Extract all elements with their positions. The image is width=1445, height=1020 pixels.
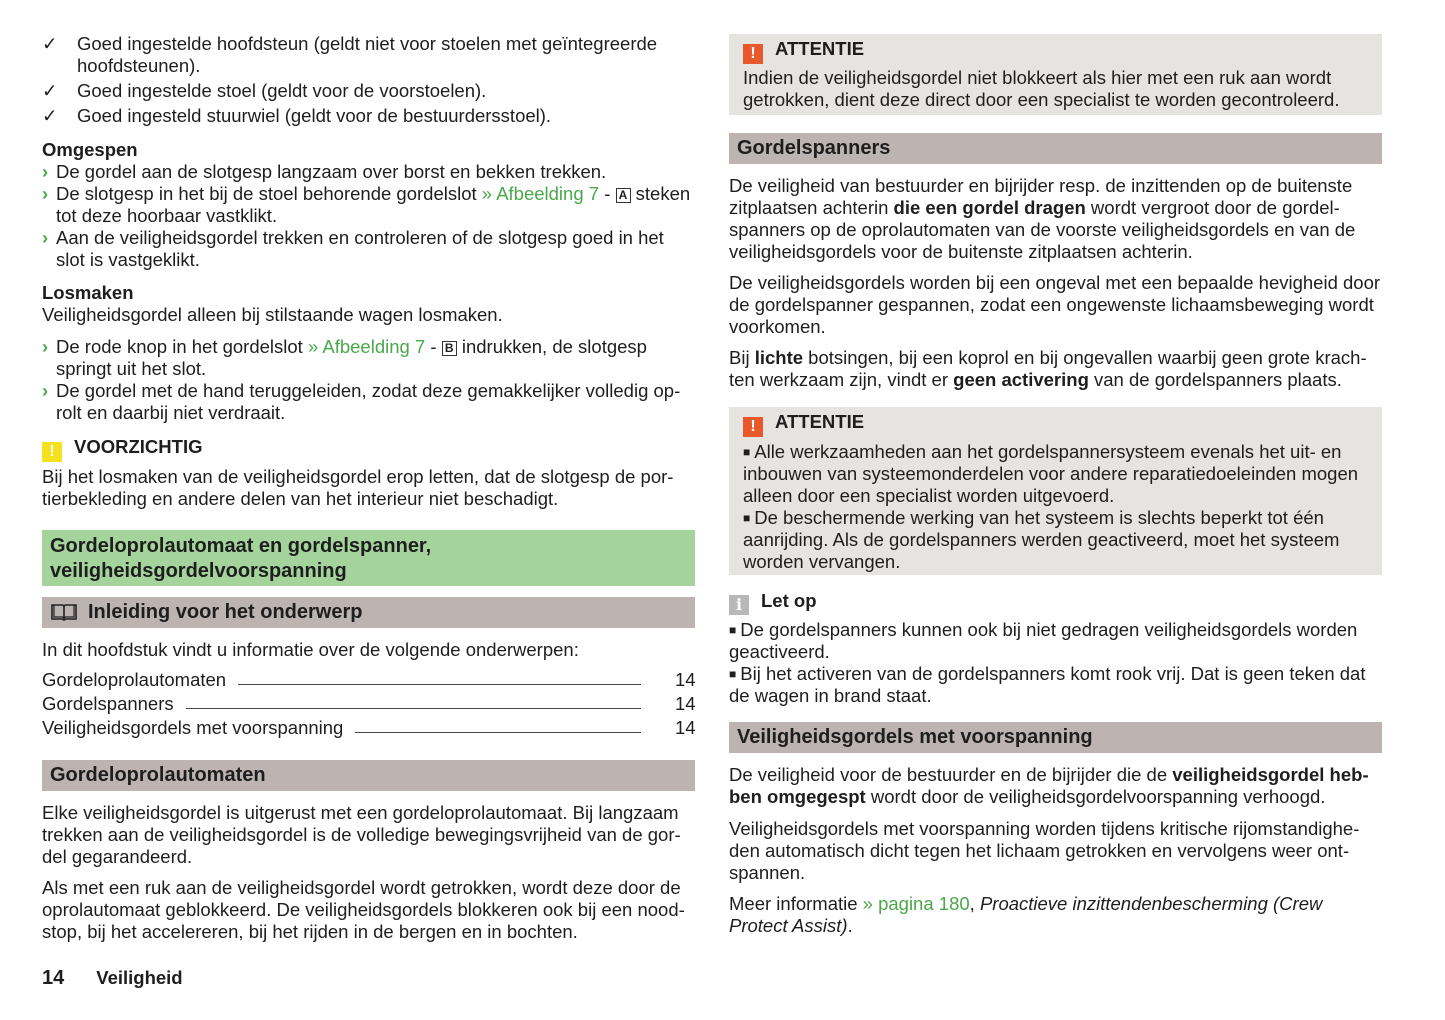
paragraph: De veiligheid van bestuurder en bijrijder resp. de inzittenden op de buitenste zitplaatsen achterin die een gordel dragen wordt vergroot door de gordelspanners op de oprolautomaten van de voorste veiligheidsgordels en van de veiligheidsgordels voor de buitenste zitplaatsen achterin. (729, 175, 1356, 262)
bullet-icon: › (42, 336, 49, 357)
page-link[interactable]: » pagina 180 (862, 893, 970, 914)
note-notice (729, 590, 1382, 707)
warning-text: Indien de veiligheidsgordel niet blokkeert als hier met een ruk aan wordt getrokken, dient deze direct door een specialist te worden gecontroleerd. (743, 67, 1340, 110)
warning-item: ■ De beschermende werking van het systeem is slechts beperkt tot één aanrijding. Als de gordelspanners werden geactiveerd, moet het systeem worden vervangen. (743, 507, 1340, 572)
page-number: 14 (42, 967, 65, 989)
caution-icon: ! (42, 442, 62, 462)
check-icon: ✓ (42, 33, 58, 54)
intro-text: In dit hoofdstuk vindt u informatie over de volgende onderwerpen: (42, 639, 579, 660)
toc-entry[interactable]: Gordeloprolautomaten 14 (42, 669, 696, 690)
info-icon: i (729, 595, 749, 615)
losmaken-text: Veiligheidsgordel alleen bij stilstaande wagen losmaken. (42, 304, 503, 325)
gordeloprolautomaten-header: Gordeloprolautomaten (42, 760, 695, 791)
step: › De gordel met de hand teruggeleiden, zodat deze gemakkelijker volledig oprolt en daarbij niet verdraait. (42, 380, 681, 423)
caution-notice (42, 436, 695, 510)
page-footer (42, 967, 183, 989)
note-item: ■ Bij het activeren van de gordelspanners komt rook vrij. Dat is geen teken dat de wagen in brand staat. (729, 663, 1366, 706)
checklist-item: ✓ Goed ingestelde hoofdsteun (geldt niet voor stoelen met geïntegreerde hoofdsteunen). (42, 33, 658, 76)
paragraph: Meer informatie » pagina 180, Proactieve inzittendenbescherming (Crew Protect Assist). (729, 893, 1323, 936)
intro-header: Inleiding voor het onderwerp (42, 597, 695, 628)
check-icon: ✓ (42, 105, 58, 126)
check-icon: ✓ (42, 80, 58, 101)
attentie-notice (729, 34, 1382, 115)
paragraph: Veiligheidsgordels met voorspanning worden tijdens kritische rijomstandigheden automatisch dicht tegen het lichaam getrokken en vervolgens weer ontspannen. (729, 818, 1360, 883)
attentie-notice (729, 407, 1382, 575)
losmaken-section (42, 282, 695, 424)
step: › De rode knop in het gordelslot » Afbeelding 7 - B indrukken, de slotgesp springt uit het slot. (42, 336, 647, 379)
figure-link[interactable]: » Afbeelding 7 (307, 336, 426, 357)
note-title: Let op (761, 590, 817, 611)
losmaken-heading: Losmaken (42, 282, 134, 303)
paragraph: Elke veiligheidsgordel is uitgerust met een gordeloprolautomaat. Bij langzaam trekken aan de veiligheidsgordel is de volledige bewegingsvrijheid van de gordel gegarandeerd. (42, 802, 681, 867)
checklist-item: ✓ Goed ingesteld stuurwiel (geldt voor de bestuurdersstoel). (42, 105, 552, 126)
omgespen-heading: Omgespen (42, 139, 138, 160)
footer-section: Veiligheid (96, 967, 183, 988)
chapter-heading (42, 530, 695, 586)
step: › Aan de veiligheidsgordel trekken en controleren of de slotgesp goed in het slot is vastgeklikt. (42, 227, 664, 270)
toc (42, 667, 695, 739)
figure-key: A (616, 188, 631, 203)
caution-text: Bij het losmaken van de veiligheidsgordel erop letten, dat de slotgesp de portierbekleding en andere delen van het interieur niet beschadigt. (42, 466, 674, 509)
toc-entry[interactable]: Veiligheidsgordels met voorspanning 14 (42, 717, 696, 738)
figure-link[interactable]: » Afbeelding 7 (481, 183, 600, 204)
bullet-icon: › (42, 183, 49, 204)
note-item: ■ De gordelspanners kunnen ook bij niet gedragen veiligheidsgordels worden geactiveerd. (729, 619, 1358, 662)
bullet-icon: › (42, 380, 49, 401)
checklist (42, 33, 695, 127)
bullet-icon: › (42, 161, 49, 182)
warning-title: ATTENTIE (775, 38, 865, 59)
warning-icon: ! (743, 417, 763, 437)
paragraph: Als met een ruk aan de veiligheidsgordel wordt getrokken, wordt deze door de oprolautomaat geblokkeerd. De veiligheidsgordels blokkeren ook bij een noodstop, bij het accelereren, bij het rijden in de bergen en in bochten. (42, 877, 685, 942)
warning-icon: ! (743, 44, 763, 64)
warning-title: ATTENTIE (775, 411, 865, 432)
paragraph: De veiligheidsgordels worden bij een ongeval met een bepaalde hevigheid door de gordelspanner gespannen, zodat een ongewenste lichaamsbeweging wordt voorkomen. (729, 272, 1381, 337)
gordelspanners-header: Gordelspanners (729, 133, 1382, 164)
voorspanning-header: Veiligheidsgordels met voorspanning (729, 722, 1382, 753)
chapter-title-line: Gordeloprolautomaat en gordelspanner, (50, 535, 432, 557)
warning-item: ■ Alle werkzaamheden aan het gordelspannersysteem evenals het uit- en inbouwen van systeemonderdelen voor andere reparatiedoeleinden mogen alleen door een specialist worden uitgevoerd. (743, 441, 1359, 506)
omgespen-section (42, 139, 695, 271)
paragraph: De veiligheid voor de bestuurder en de bijrijder die de veiligheidsgordel hebben omgegespt wordt door de veiligheidsgordelvoorspanning verhoogd. (729, 764, 1369, 807)
chapter-title-line: veiligheidsgordelvoorspanning (50, 560, 347, 582)
checklist-item: ✓ Goed ingestelde stoel (geldt voor de voorstoelen). (42, 80, 487, 101)
caution-title: VOORZICHTIG (74, 436, 203, 457)
toc-entry[interactable]: Gordelspanners 14 (42, 693, 696, 714)
paragraph: Bij lichte botsingen, bij een koprol en bij ongevallen waarbij geen grote krachten werkzaam zijn, vindt er geen activering van de gordelspanners plaats. (729, 347, 1367, 390)
book-icon (50, 601, 78, 632)
figure-key: B (442, 341, 457, 356)
step: › De slotgesp in het bij de stoel behorende gordelslot » Afbeelding 7 - A steken tot deze hoorbaar vastklikt. (42, 183, 691, 226)
bullet-icon: › (42, 227, 49, 248)
step: › De gordel aan de slotgesp langzaam over borst en bekken trekken. (42, 161, 607, 182)
